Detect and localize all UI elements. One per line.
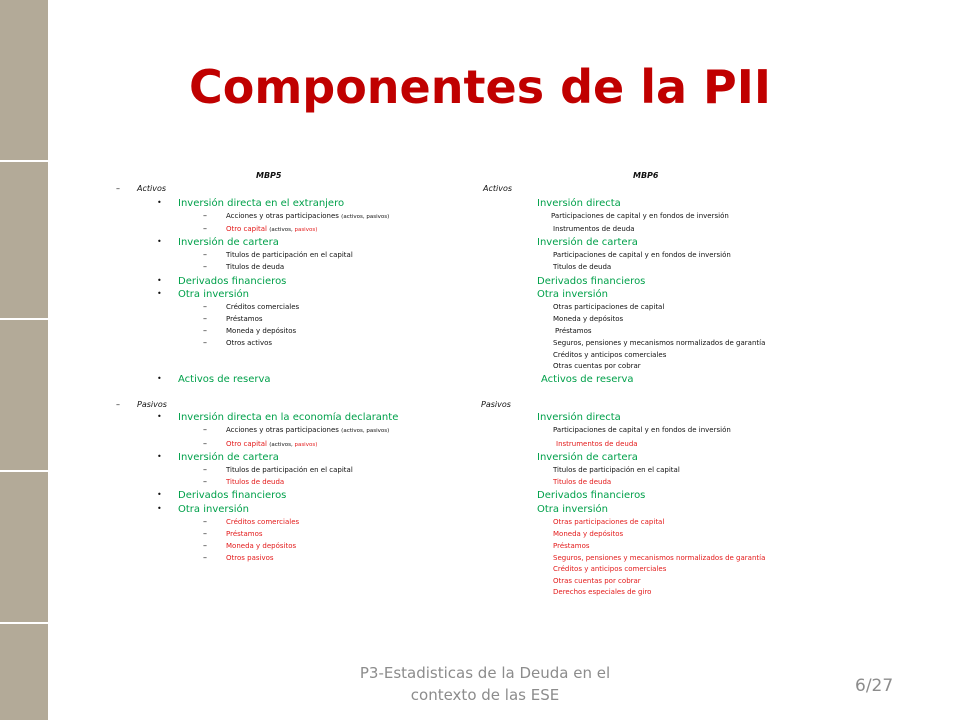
mbp6-pasivos-derivados: Derivados financieros: [537, 490, 646, 501]
sidebar-divider: [0, 318, 48, 320]
mbp5-pasivos-idec: Inversión directa en la economía declarante: [178, 412, 399, 423]
mbp6-activos-cartera: Inversión de cartera: [537, 237, 638, 248]
dash-marker: –: [203, 262, 207, 271]
mbp5-activos-otra-3: Moneda y depósitos: [226, 327, 297, 335]
mbp6-pasivos-otra-5: Créditos y anticipos comerciales: [553, 565, 667, 573]
mbp6-activos-otra-4: Seguros, pensiones y mecanismos normalizados de garantía: [553, 339, 766, 347]
mbp5-activos-idee-1: Acciones y otras participaciones (activos, pasivos): [226, 212, 390, 220]
mbp6-pasivos-otra: Otra inversión: [537, 504, 608, 515]
mbp5-activos-cartera-2: Titulos de deuda: [226, 263, 285, 271]
mbp5-header: MBP5: [256, 171, 282, 180]
dash-marker: –: [116, 400, 120, 409]
mbp5-pasivos-cartera-1: Titulos de participación en el capital: [226, 466, 353, 474]
mbp6-activos-otra-1: Otras participaciones de capital: [553, 303, 665, 311]
mbp5-activos-otra-1: Créditos comerciales: [226, 303, 300, 311]
mbp6-pasivos-directa-1: Participaciones de capital y en fondos de inversión: [553, 426, 731, 434]
mbp6-activos-cartera-2: Titulos de deuda: [553, 263, 612, 271]
mbp6-pasivos-cartera-2: Titulos de deuda: [553, 478, 612, 486]
mbp6-pasivos-label: Pasivos: [481, 400, 511, 409]
dash-marker: –: [203, 250, 207, 259]
mbp6-pasivos-directa-2: Instrumentos de deuda: [556, 440, 638, 448]
mbp5-activos-otra: Otra inversión: [178, 289, 249, 300]
dash-marker: –: [203, 425, 207, 434]
page-number: 6/27: [855, 676, 894, 696]
mbp5-pasivos-idec-1: Acciones y otras participaciones (activos, pasivos): [226, 426, 390, 434]
sidebar-divider: [0, 622, 48, 624]
bullet-marker: •: [157, 412, 162, 421]
bullet-marker: •: [157, 289, 162, 298]
mbp5-pasivos-otra-4: Otros pasivos: [226, 554, 274, 562]
mbp5-pasivos-cartera-2: Titulos de deuda: [226, 478, 285, 486]
dash-marker: –: [203, 439, 207, 448]
mbp6-pasivos-cartera-1: Titulos de participación en el capital: [553, 466, 680, 474]
mbp6-activos-directa: Inversión directa: [537, 198, 621, 209]
mbp6-activos-otra-6: Otras cuentas por cobrar: [553, 362, 641, 370]
dash-marker: –: [203, 465, 207, 474]
mbp6-pasivos-otra-4: Seguros, pensiones y mecanismos normalizados de garantía: [553, 554, 766, 562]
mbp6-pasivos-otra-1: Otras participaciones de capital: [553, 518, 665, 526]
dash-marker: –: [116, 184, 120, 193]
mbp5-activos-cartera-1: Titulos de participación en el capital: [226, 251, 353, 259]
bullet-marker: •: [157, 198, 162, 207]
mbp6-activos-otra: Otra inversión: [537, 289, 608, 300]
mbp6-activos-otra-3: Préstamos: [555, 327, 592, 335]
sidebar-divider: [0, 160, 48, 162]
mbp5-activos-label: Activos: [137, 184, 167, 193]
mbp5-pasivos-otra: Otra inversión: [178, 504, 249, 515]
mbp5-pasivos-cartera: Inversión de cartera: [178, 452, 279, 463]
mbp6-activos-derivados: Derivados financieros: [537, 276, 646, 287]
bullet-marker: •: [157, 276, 162, 285]
mbp6-activos-directa-1: Participaciones de capital y en fondos de inversión: [551, 212, 729, 220]
mbp6-pasivos-otra-3: Préstamos: [553, 542, 590, 550]
mbp6-header: MBP6: [633, 171, 659, 180]
mbp5-activos-otra-4: Otros activos: [226, 339, 273, 347]
dash-marker: –: [203, 314, 207, 323]
slide-footer: P3-Estadisticas de la Deuda en el contexto de las ESE: [359, 664, 611, 704]
dash-marker: –: [203, 477, 207, 486]
mbp5-pasivos-otra-2: Préstamos: [226, 530, 263, 538]
mbp6-pasivos-otra-6: Otras cuentas por cobrar: [553, 577, 641, 585]
mbp6-pasivos-otra-7: Derechos especiales de giro: [553, 588, 652, 596]
mbp5-pasivos-derivados: Derivados financieros: [178, 490, 287, 501]
dash-marker: –: [203, 326, 207, 335]
dash-marker: –: [203, 541, 207, 550]
dash-marker: –: [203, 211, 207, 220]
mbp5-activos-idee: Inversión directa en el extranjero: [178, 198, 345, 209]
dash-marker: –: [203, 517, 207, 526]
slide-title: Componentes de la PII: [188, 60, 771, 114]
dash-marker: –: [203, 529, 207, 538]
bullet-marker: •: [157, 490, 162, 499]
bullet-marker: •: [157, 237, 162, 246]
mbp6-pasivos-cartera: Inversión de cartera: [537, 452, 638, 463]
mbp5-pasivos-idec-2: Otro capital (activos, pasivos): [226, 440, 318, 448]
bullet-marker: •: [157, 504, 162, 513]
mbp6-activos-label: Activos: [483, 184, 513, 193]
mbp6-activos-cartera-1: Participaciones de capital y en fondos de inversión: [553, 251, 731, 259]
mbp5-pasivos-label: Pasivos: [137, 400, 167, 409]
mbp6-pasivos-directa: Inversión directa: [537, 412, 621, 423]
sidebar-divider: [0, 470, 48, 472]
mbp5-pasivos-otra-1: Créditos comerciales: [226, 518, 300, 526]
mbp6-activos-reserva: Activos de reserva: [541, 374, 634, 385]
mbp5-activos-idee-2: Otro capital (activos, pasivos): [226, 225, 318, 233]
mbp5-activos-otra-2: Préstamos: [226, 315, 263, 323]
mbp6-pasivos-otra-2: Moneda y depósitos: [553, 530, 624, 538]
dash-marker: –: [203, 338, 207, 347]
dash-marker: –: [203, 553, 207, 562]
dash-marker: –: [203, 302, 207, 311]
bullet-marker: •: [157, 452, 162, 461]
mbp6-activos-directa-2: Instrumentos de deuda: [553, 225, 635, 233]
mbp6-activos-otra-2: Moneda y depósitos: [553, 315, 624, 323]
mbp6-activos-otra-5: Créditos y anticipos comerciales: [553, 351, 667, 359]
mbp5-pasivos-otra-3: Moneda y depósitos: [226, 542, 297, 550]
dash-marker: –: [203, 224, 207, 233]
mbp5-activos-reserva: Activos de reserva: [178, 374, 271, 385]
bullet-marker: •: [157, 374, 162, 383]
mbp5-activos-derivados: Derivados financieros: [178, 276, 287, 287]
mbp5-activos-cartera: Inversión de cartera: [178, 237, 279, 248]
